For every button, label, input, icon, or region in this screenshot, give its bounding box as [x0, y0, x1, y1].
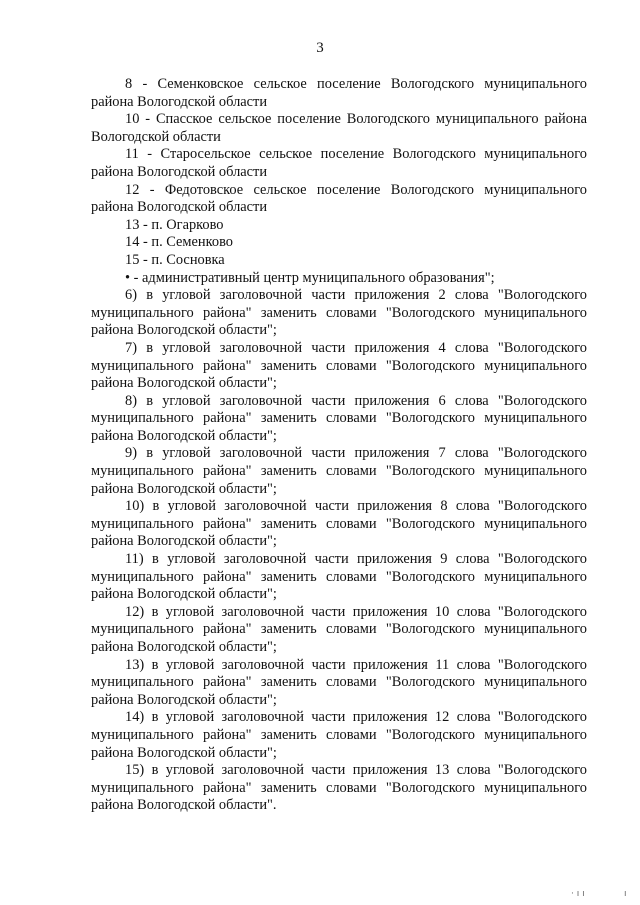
paragraph: • - административный центр муниципального образования";: [125, 269, 495, 286]
paragraph: 15 - п. Сосновка: [125, 251, 225, 268]
paragraph: 10) в угловой заголовочной части приложения 8 слова "Вологодского муниципального района" заменить словами "Вологодского муниципального района Вологодской области";: [91, 498, 587, 550]
paragraph: 8) в угловой заголовочной части приложения 6 слова "Вологодского муниципального района" заменить словами "Вологодского муниципального района Вологодской области";: [91, 392, 587, 444]
paragraph: 14) в угловой заголовочной части приложения 12 слова "Вологодского муниципального района" заменить словами "Вологодского муниципального района Вологодской области";: [91, 709, 587, 761]
scan-mark: · ı ı: [571, 889, 585, 899]
paragraph: 13) в угловой заголовочной части приложения 11 слова "Вологодского муниципального района" заменить словами "Вологодского муниципального района Вологодской области";: [91, 656, 587, 708]
scan-mark: ı: [624, 889, 627, 899]
page-number: 3: [316, 40, 324, 56]
paragraph: 15) в угловой заголовочной части приложения 13 слова "Вологодского муниципального района" заменить словами "Вологодского муниципального района Вологодской области".: [91, 762, 587, 814]
paragraph: 7) в угловой заголовочной части приложения 4 слова "Вологодского муниципального района" заменить словами "Вологодского муниципального района Вологодской области";: [91, 339, 587, 392]
paragraph: 8 - Семенковское сельское поселение Вологодского муниципального района Вологодской области: [91, 76, 587, 110]
paragraph: 14 - п. Семенково: [125, 234, 233, 251]
paragraph: 10 - Спасское сельское поселение Вологодского муниципального района Вологодской области: [91, 111, 587, 145]
paragraph: 12) в угловой заголовочной части приложения 10 слова "Вологодского муниципального района" заменить словами "Вологодского муниципального района Вологодской области";: [91, 603, 587, 655]
paragraph: 12 - Федотовское сельское поселение Вологодского муниципального района Вологодской области: [91, 181, 587, 216]
document-body: [91, 76, 587, 815]
paragraph: 6) в угловой заголовочной части приложения 2 слова "Вологодского муниципального района" заменить словами "Вологодского муниципального района Вологодской области";: [91, 287, 587, 339]
paragraph: 11) в угловой заголовочной части приложения 9 слова "Вологодского муниципального района" заменить словами "Вологодского муниципального района Вологодской области";: [91, 551, 587, 603]
paragraph: 13 - п. Огарково: [125, 216, 224, 233]
paragraph: 9) в угловой заголовочной части приложения 7 слова "Вологодского муниципального района" заменить словами "Вологодского муниципального района Вологодской области";: [91, 445, 587, 497]
paragraph: 11 - Старосельское сельское поселение Вологодского муниципального района Вологодской области: [91, 146, 587, 180]
